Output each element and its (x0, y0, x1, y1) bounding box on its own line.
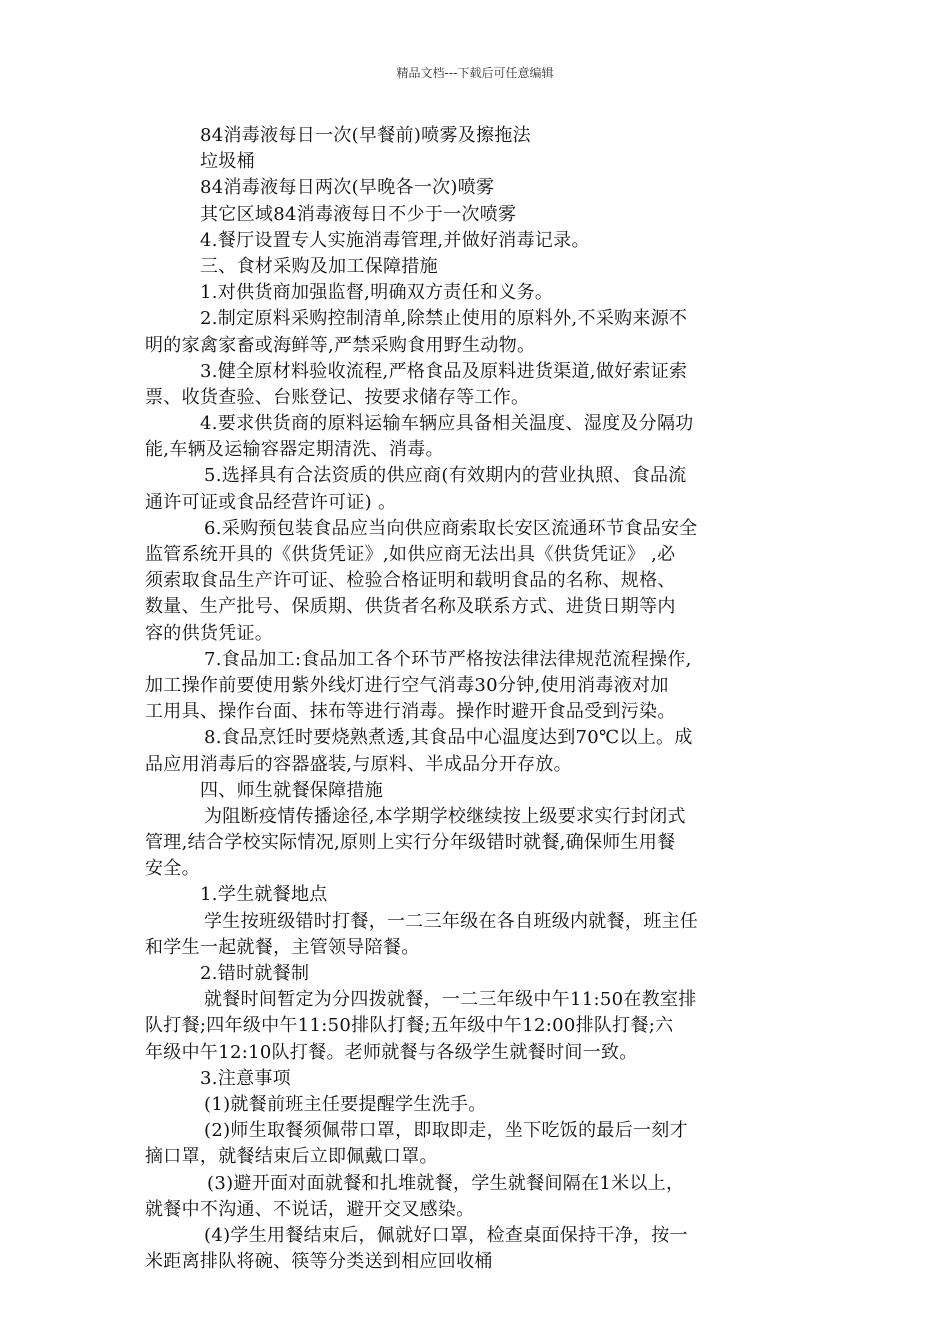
text-line: 监管系统开具的《供货凭证》,如供应商无法出具《供货凭证》 ,必 (145, 544, 676, 565)
text-line: 为阻断疫情传播途径,本学期学校继续按上级要求实行封闭式 (204, 805, 686, 827)
text-line: 能,车辆及运输容器定期清洗、消毒。 (145, 439, 444, 461)
text-line: (4)学生用餐结束后，佩就好口罩，检查桌面保持干净，按一 (204, 1224, 688, 1246)
text-line: 明的家禽家畜或海鲜等,严禁采购食用野生动物。 (145, 334, 536, 356)
text-line: 5.选择具有合法资质的供应商(有效期内的营业执照、食品流 (204, 465, 687, 487)
text-line: 队打餐;四年级中午11:50排队打餐;五年级中午12:00排队打餐;六 (145, 1015, 674, 1037)
text-line: 84消毒液每日两次(早晚各一次)喷雾 (200, 177, 495, 199)
text-line: 4.要求供货商的原料运输车辆应具备相关温度、湿度及分隔功 (200, 413, 694, 435)
text-line: 垃圾桶 (200, 151, 255, 173)
text-line: 米距离排队将碗、筷等分类送到相应回收桶 (145, 1251, 493, 1273)
text-line: 票、收货查验、台账登记、按要求储存等工作。 (145, 386, 530, 408)
text-line: 年级中午12:10队打餐。老师就餐与各级学生就餐时间一致。 (145, 1041, 638, 1063)
text-line: 6.采购预包装食品应当向供应商索取长安区流通环节食品安全 (204, 517, 698, 539)
text-line: 摘口罩，就餐结束后立即佩戴口罩。 (145, 1146, 438, 1168)
text-line: (3)避开面对面就餐和扎堆就餐，学生就餐间隔在1米以上， (207, 1172, 685, 1194)
text-line: 3.注意事项 (200, 1067, 291, 1089)
text-line: 7.食品加工:食品加工各个环节严格按法律法律规范流程操作, (204, 648, 692, 670)
text-line: 8.食品烹饪时要烧熟煮透,其食品中心温度达到70℃以上。成 (204, 727, 693, 749)
text-line: (1)就餐前班主任要提醒学生洗手。 (204, 1093, 487, 1115)
text-line: 须索取食品生产许可证、检验合格证明和载明食品的名称、规格、 (145, 570, 676, 592)
text-line: 4.餐厅设置专人实施消毒管理,并做好消毒记录。 (200, 229, 590, 251)
text-line: 四、师生就餐保障措施 (200, 779, 383, 801)
text-line: 品应用消毒后的容器盛装,与原料、半成品分开存放。 (145, 753, 572, 775)
text-line: 通许可证或食品经营许可证) 。 (145, 491, 397, 513)
text-line: 学生按班级错时打餐，一二三年级在各自班级内就餐，班主任 (204, 910, 699, 932)
text-line: 2.错时就餐制 (200, 963, 310, 984)
text-line: 84消毒液每日一次(早餐前)喷雾及擦拖法 (200, 125, 531, 146)
text-line: 管理,结合学校实际情况,原则上实行分年级错时就餐,确保师生用餐 (145, 832, 676, 854)
text-line: 就餐时间暂定为分四拨就餐，一二三年级中午11:50在教室排 (204, 989, 697, 1011)
text-line: 数量、生产批号、保质期、供货者名称及联系方式、进货日期等内 (145, 596, 676, 618)
text-line: 2.制定原料采购控制清单,除禁止使用的原料外,不采购来源不 (200, 308, 688, 330)
text-line: 3.健全原材料验收流程,严格食品及原料进货渠道,做好索证索 (200, 360, 688, 382)
document-body (145, 123, 810, 1275)
text-line: 其它区域84消毒液每日不少于一次喷雾 (200, 203, 517, 225)
text-line: 容的供货凭证。 (145, 622, 274, 644)
text-line: 加工操作前要使用紫外线灯进行空气消毒30分钟,使用消毒液对加 (145, 674, 669, 696)
text-line: 1.对供货商加强监督,明确双方责任和义务。 (200, 282, 554, 304)
page-header: 精品文档---下载后可任意编辑 (396, 66, 554, 80)
text-line: 就餐中不沟通、不说话，避开交叉感染。 (145, 1198, 475, 1220)
text-line: 安全。 (145, 858, 200, 880)
text-line: 和学生一起就餐，主管领导陪餐。 (145, 936, 420, 958)
text-line: 三、食材采购及加工保障措施 (200, 255, 438, 277)
text-line: 工用具、操作台面、抹布等进行消毒。操作时避开食品受到污染。 (145, 701, 676, 723)
text-line: (2)师生取餐须佩带口罩，即取即走，坐下吃饭的最后一刻才 (204, 1120, 688, 1142)
text-line: 1.学生就餐地点 (200, 884, 328, 906)
